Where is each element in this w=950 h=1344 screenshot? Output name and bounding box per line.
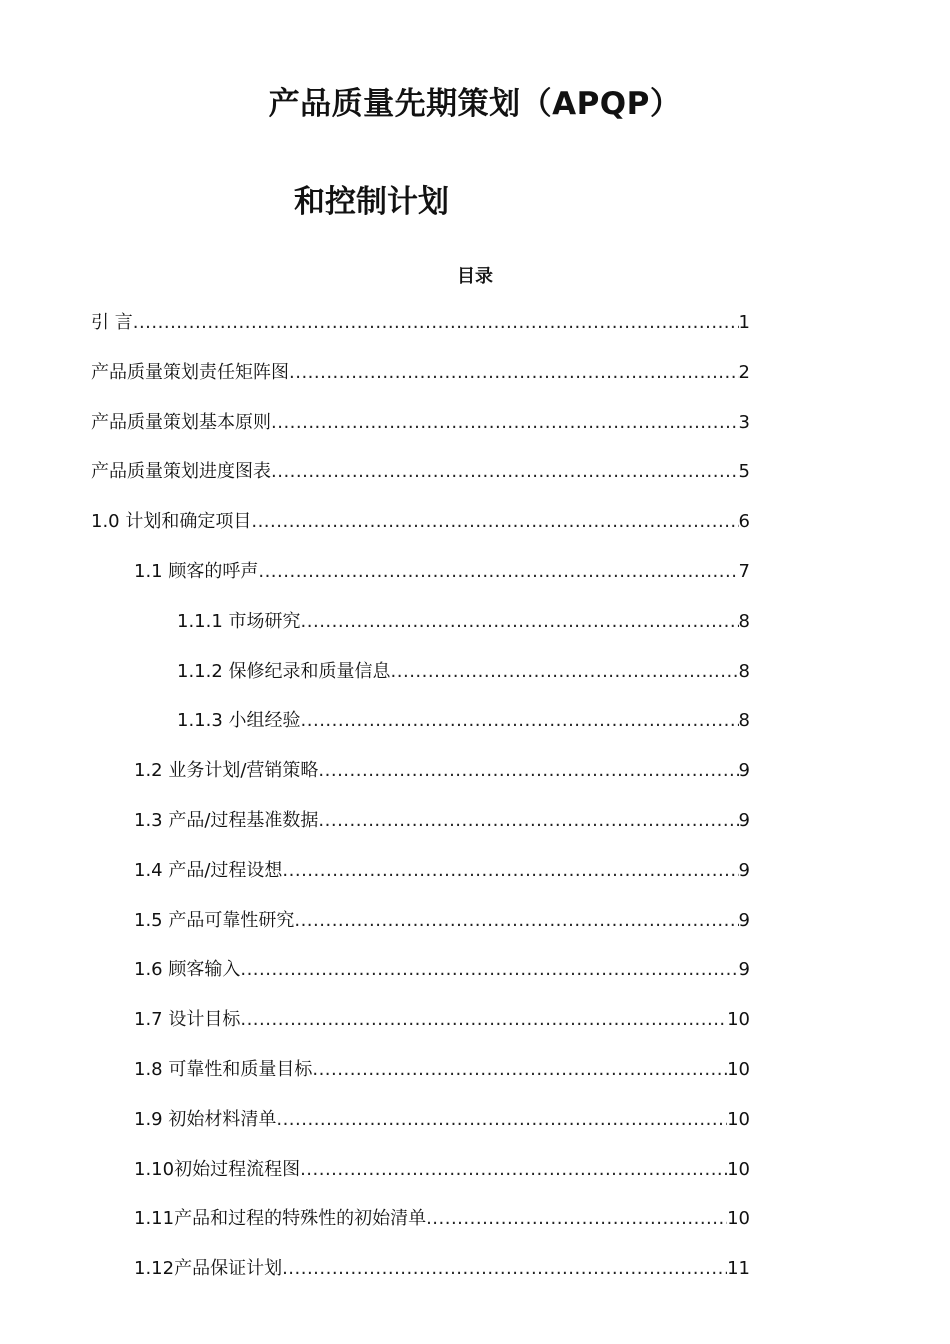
toc-dot-leader: [318, 808, 738, 834]
toc-entry[interactable]: [177, 708, 750, 734]
toc-entry-label: 1.1.1 市场研究: [177, 610, 301, 632]
toc-entry[interactable]: [91, 459, 750, 485]
toc-entry[interactable]: [134, 559, 750, 585]
toc-entry[interactable]: [177, 609, 750, 635]
toc-entry-label: 产品质量策划责任矩阵图: [91, 361, 289, 383]
toc-page-number: 8: [738, 610, 750, 632]
toc-dot-leader: [300, 1157, 727, 1183]
toc-entry-label: 1.6 顾客输入: [134, 959, 241, 981]
toc-entry[interactable]: [134, 758, 750, 784]
toc-entry-label: 1.9 初始材料清单: [134, 1108, 277, 1130]
toc-page-number: 1: [738, 312, 750, 333]
toc-entry[interactable]: [134, 1256, 750, 1282]
toc-entry-label: 产品质量策划进度图表: [91, 461, 271, 483]
toc-page-number: 11: [727, 1258, 750, 1280]
toc-page-number: 9: [738, 859, 750, 881]
toc-dot-leader: [426, 1206, 727, 1232]
toc-page-number: 10: [727, 1108, 750, 1130]
toc-entry-label: 1.4 产品/过程设想: [134, 859, 283, 881]
document-subtitle: 和控制计划: [294, 184, 449, 220]
toc-page-number: 9: [738, 810, 750, 831]
toc-entry[interactable]: [91, 310, 750, 336]
toc-entry[interactable]: [134, 1107, 750, 1133]
toc-page-number: 9: [738, 760, 750, 782]
toc-page-number: 5: [738, 461, 750, 483]
toc-dot-leader: [271, 459, 739, 485]
toc-dot-leader: [251, 509, 738, 535]
toc-entry[interactable]: [134, 1007, 750, 1033]
toc-entry-label: 1.7 设计目标: [134, 1009, 241, 1031]
toc-page-number: 10: [727, 1158, 750, 1180]
toc-entry[interactable]: [134, 858, 750, 884]
toc-dot-leader: [240, 1007, 727, 1033]
toc-page-number: 8: [738, 710, 750, 732]
toc-dot-leader: [271, 410, 739, 436]
document-title: 产品质量先期策划（APQP）: [268, 86, 682, 122]
toc-dot-leader: [258, 559, 738, 585]
toc-page-number: 9: [738, 959, 750, 981]
toc-entry-label: 1.0 计划和确定项目: [91, 511, 252, 533]
toc-page-number: 8: [738, 660, 750, 682]
toc-entry-label: 1.5 产品可靠性研究: [134, 909, 295, 931]
toc-entry[interactable]: [134, 908, 750, 934]
toc-entry[interactable]: [134, 957, 750, 983]
toc-dot-leader: [282, 858, 738, 884]
toc-entry-label: 引 言: [91, 312, 133, 333]
toc-page-number: 10: [727, 1009, 750, 1031]
toc-entry[interactable]: [91, 410, 750, 436]
toc-page-number: 7: [738, 561, 750, 582]
toc-entry-label: 1.2 业务计划/营销策略: [134, 760, 319, 782]
toc-dot-leader: [301, 708, 739, 734]
toc-entry-label: 1.1.3 小组经验: [177, 710, 301, 732]
toc-dot-leader: [289, 360, 739, 386]
toc-page-number: 10: [727, 1208, 750, 1230]
toc-dot-leader: [276, 1107, 727, 1133]
toc-dot-leader: [294, 908, 738, 934]
toc-entry-label: 1.10初始过程流程图: [134, 1158, 301, 1180]
toc-page-number: 6: [738, 511, 750, 533]
toc-dot-leader: [391, 659, 739, 685]
toc-entry-label: 1.11产品和过程的特殊性的初始清单: [134, 1208, 427, 1230]
toc-entry[interactable]: [91, 360, 750, 386]
toc-entry[interactable]: [134, 1157, 750, 1183]
toc-dot-leader: [133, 310, 739, 336]
toc-dot-leader: [318, 758, 738, 784]
toc-dot-leader: [282, 1256, 727, 1282]
toc-entry-label: 1.12产品保证计划: [134, 1258, 283, 1280]
toc-dot-leader: [312, 1057, 727, 1083]
toc-entry-label: 1.3 产品/过程基准数据: [134, 810, 319, 831]
toc-entry[interactable]: [91, 509, 750, 535]
toc-page-number: 2: [738, 361, 750, 383]
toc-entry-label: 1.1.2 保修纪录和质量信息: [177, 660, 391, 682]
toc-page-number: 10: [727, 1059, 750, 1080]
toc-dot-leader: [301, 609, 739, 635]
toc-entry[interactable]: [134, 808, 750, 834]
toc-entry[interactable]: [134, 1057, 750, 1083]
toc-entry-label: 1.8 可靠性和质量目标: [134, 1059, 313, 1080]
toc-entry-label: 产品质量策划基本原则: [91, 411, 271, 433]
toc-page-number: 9: [738, 909, 750, 931]
toc-page-number: 3: [738, 411, 750, 433]
toc-entry[interactable]: [134, 1206, 750, 1232]
toc-entry[interactable]: [177, 659, 750, 685]
toc-entry-label: 1.1 顾客的呼声: [134, 561, 259, 582]
toc-dot-leader: [240, 957, 738, 983]
toc-heading: 目录: [457, 266, 493, 287]
